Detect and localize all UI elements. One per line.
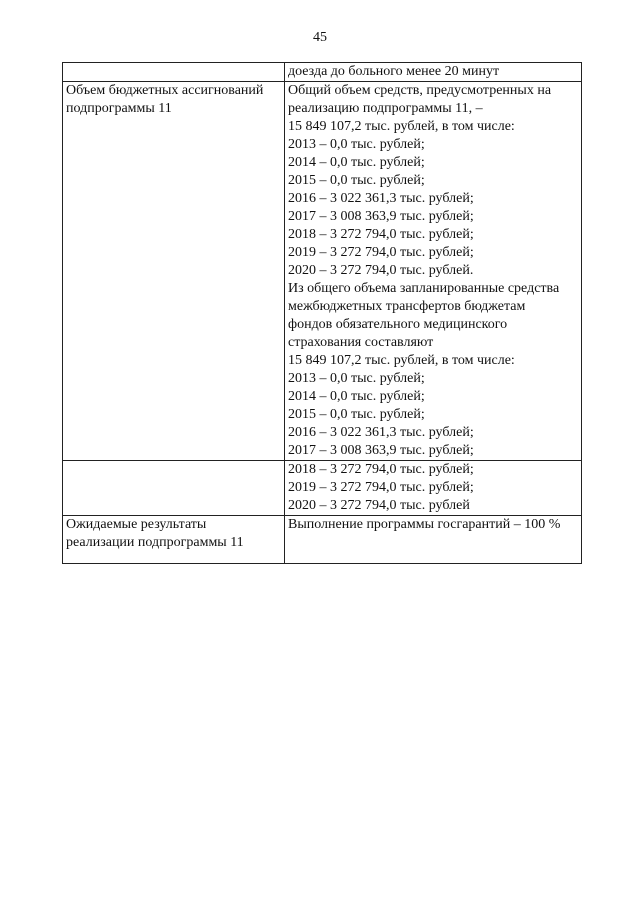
- text-line: 15 849 107,2 тыс. рублей, в том числе:: [288, 353, 515, 368]
- text-line: 2019 – 3 272 794,0 тыс. рублей;: [288, 480, 474, 495]
- table-row: [63, 82, 582, 461]
- text-line: 2019 – 3 272 794,0 тыс. рублей;: [288, 245, 474, 260]
- table-row: [63, 516, 582, 564]
- text-line: фондов обязательного медицинского: [288, 317, 508, 332]
- row-label-cell: [63, 63, 285, 82]
- text-line: межбюджетных трансфертов бюджетам: [288, 299, 526, 314]
- text-line: 2018 – 3 272 794,0 тыс. рублей;: [288, 462, 474, 477]
- text-line: 2015 – 0,0 тыс. рублей;: [288, 173, 425, 188]
- text-line: Из общего объема запланированные средства: [288, 281, 560, 296]
- text-line: реализации подпрограммы 11: [66, 535, 244, 550]
- text-line: подпрограммы 11: [66, 101, 172, 116]
- text-line: 2017 – 3 008 363,9 тыс. рублей;: [288, 209, 474, 224]
- text-line: 2020 – 3 272 794,0 тыс. рублей: [288, 498, 470, 513]
- row-label-cell: [63, 82, 285, 461]
- row-label-cell: [63, 461, 285, 516]
- text-line: Объем бюджетных ассигнований: [66, 83, 264, 98]
- row-value-cell: [285, 461, 582, 516]
- row-value-cell: [285, 82, 582, 461]
- text-line: Общий объем средств, предусмотренных на: [288, 83, 552, 98]
- text-line: 2016 – 3 022 361,3 тыс. рублей;: [288, 191, 474, 206]
- text-line: 2013 – 0,0 тыс. рублей;: [288, 137, 425, 152]
- text-line: 2016 – 3 022 361,3 тыс. рублей;: [288, 425, 474, 440]
- text-line: доезда до больного менее 20 минут: [288, 64, 500, 79]
- row-value-cell: [285, 516, 582, 564]
- text-line: 2014 – 0,0 тыс. рублей;: [288, 155, 425, 170]
- text-line: 2014 – 0,0 тыс. рублей;: [288, 389, 425, 404]
- table-row: [63, 63, 582, 82]
- text-line: 2013 – 0,0 тыс. рублей;: [288, 371, 425, 386]
- subprogram-table: [62, 62, 582, 564]
- row-value-cell: [285, 63, 582, 82]
- text-line: Ожидаемые результаты: [66, 517, 207, 532]
- text-line: 2017 – 3 008 363,9 тыс. рублей;: [288, 443, 474, 458]
- text-line: реализацию подпрограммы 11, –: [288, 101, 483, 116]
- text-line: Выполнение программы госгарантий – 100 %: [288, 517, 561, 532]
- text-line: 2020 – 3 272 794,0 тыс. рублей.: [288, 263, 474, 278]
- text-line: 2018 – 3 272 794,0 тыс. рублей;: [288, 227, 474, 242]
- page-number: 45: [313, 30, 327, 45]
- table-row: [63, 461, 582, 516]
- text-line: страхования составляют: [288, 335, 434, 350]
- text-line: 2015 – 0,0 тыс. рублей;: [288, 407, 425, 422]
- text-line: 15 849 107,2 тыс. рублей, в том числе:: [288, 119, 515, 134]
- row-label-cell: [63, 516, 285, 564]
